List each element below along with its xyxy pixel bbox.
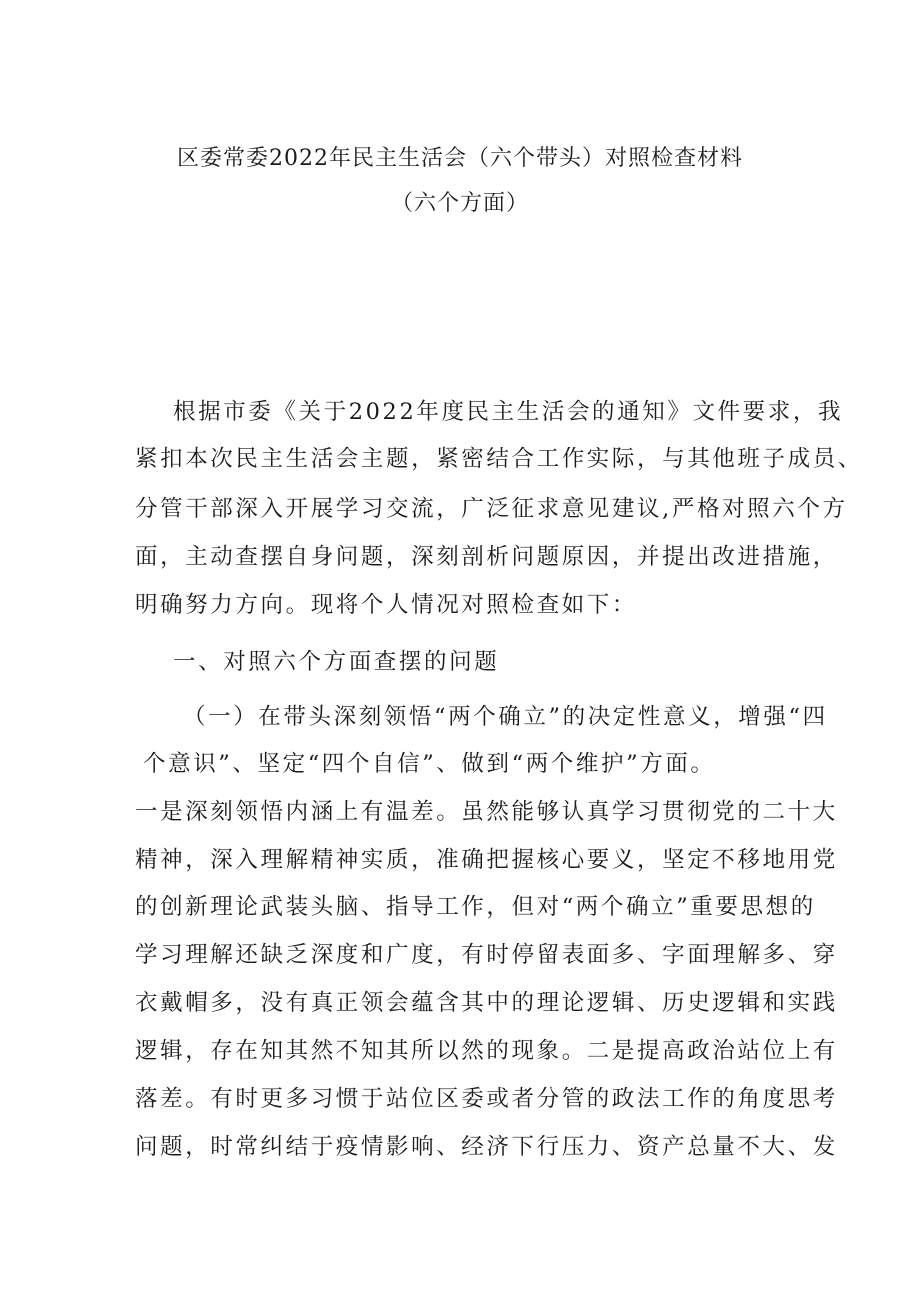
body-line: 紧扣本次民主生活会主题，紧密结合工作实际，与其他班子成员、 — [135, 446, 863, 472]
body-line: 逻辑，存在知其然不知其所以然的现象。二是提高政治站位上有 — [135, 1038, 838, 1064]
document-subtitle: （六个方面） — [390, 191, 529, 216]
body-line: 根据市委《关于2022年度民主生活会的通知》文件要求，我 — [173, 399, 844, 425]
body-line: 面，主动查摆自身问题，深刻剖析问题原因，并提出改进措施， — [135, 544, 838, 570]
body-line: 问题，时常纠结于疫情影响、经济下行压力、资产总量不大、发 — [135, 1134, 838, 1160]
body-line: 分管干部深入开展学习交流，广泛征求意见建议,严格对照六个方 — [135, 496, 848, 522]
subsection-heading: （一）在带头深刻领悟“两个确立”的决定性意义，增强“四 — [183, 704, 828, 730]
subsection-heading: 个意识”、坚定“四个自信”、做到“两个维护”方面。 — [143, 751, 716, 777]
body-line: 一是深刻领悟内涵上有温差。虽然能够认真学习贯彻党的二十大 — [135, 799, 838, 825]
body-line: 学习理解还缺乏深度和广度，有时停留表面多、字面理解多、穿 — [135, 942, 838, 968]
body-line: 精神，深入理解精神实质，准确把握核心要义，坚定不移地用党 — [135, 847, 838, 873]
section-heading: 一、对照六个方面查摆的问题 — [173, 649, 500, 675]
body-line: 的创新理论武装头脑、指导工作，但对“两个确立”重要思想的 — [135, 894, 816, 920]
body-line: 落差。有时更多习惯于站位区委或者分管的政法工作的角度思考 — [135, 1086, 838, 1112]
body-line: 衣戴帽多，没有真正领会蕴含其中的理论逻辑、历史逻辑和实践 — [135, 990, 838, 1016]
body-line: 明确努力方向。现将个人情况对照检查如下： — [135, 592, 638, 618]
document-title: 区委常委2022年民主生活会（六个带头）对照检查材料 — [177, 146, 743, 171]
